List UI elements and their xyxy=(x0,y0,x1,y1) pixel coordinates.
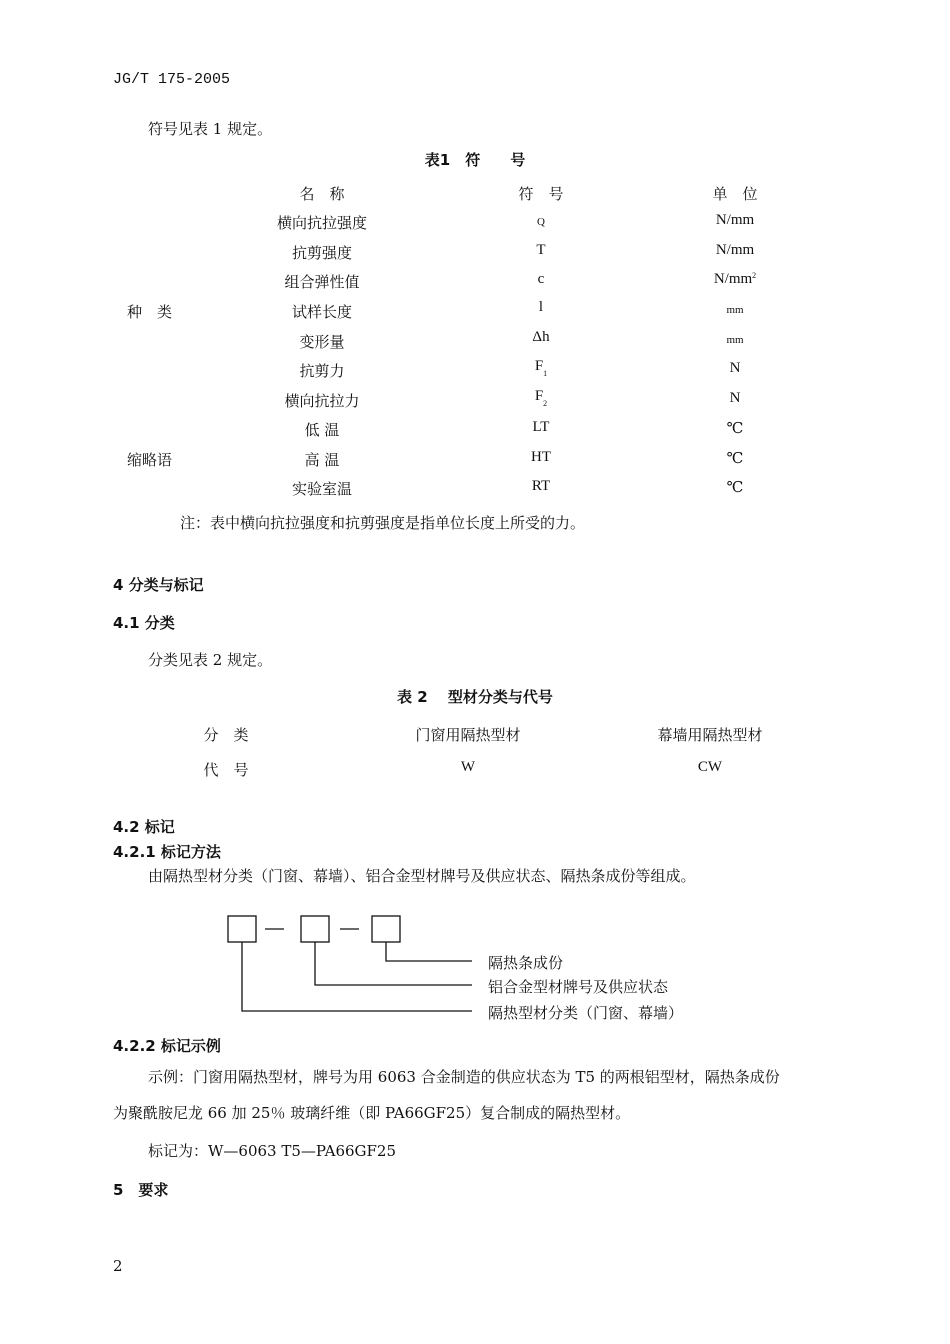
table2-cell: 分 类 xyxy=(203,726,249,744)
table2-cell: CW xyxy=(697,759,723,775)
diagram-label: 铝合金型材牌号及供应状态 xyxy=(488,978,669,996)
table1-row-name: 低 温 xyxy=(304,421,340,439)
leader-line xyxy=(386,942,472,961)
table1-row-symbol: Δh xyxy=(532,329,550,345)
page-number: 2 xyxy=(113,1257,123,1275)
table1-note: 注：表中横向抗拉强度和抗剪强度是指单位长度上所受的力。 xyxy=(180,514,586,532)
group-label-abbreviation: 缩略语 xyxy=(127,451,173,469)
table1-row-symbol: T xyxy=(536,242,546,258)
table1-header-name: 名 称 xyxy=(299,185,345,203)
diagram-label: 隔热型材分类（门窗、幕墙） xyxy=(488,1004,684,1022)
table2-title: 表 2 型材分类与代号 xyxy=(397,688,553,706)
diagram-label: 隔热条成份 xyxy=(488,954,564,972)
section-5-title: 5 要求 xyxy=(113,1181,169,1199)
table1-row-unit: N/mm xyxy=(715,212,755,228)
section-4-title: 4 分类与标记 xyxy=(113,576,204,594)
table1-header-unit: 单 位 xyxy=(712,185,758,203)
table2-cell: 幕墙用隔热型材 xyxy=(657,726,763,744)
section-4-1-title: 4.1 分类 xyxy=(113,614,175,632)
table1-row-unit: N xyxy=(729,360,741,376)
table1-row-unit: mm xyxy=(726,304,744,316)
table2-cell: 代 号 xyxy=(203,761,249,779)
section-4-1-text: 分类见表 2 规定。 xyxy=(148,651,273,669)
table1-row-name: 抗剪力 xyxy=(299,362,345,380)
table1-row-name: 抗剪强度 xyxy=(291,244,353,262)
section-4-2-1-title: 4.2.1 标记方法 xyxy=(113,843,221,861)
table1-row-name: 高 温 xyxy=(304,451,340,469)
table1-row-name: 试样长度 xyxy=(291,303,353,321)
table1-row-unit: ℃ xyxy=(726,449,744,467)
table1-row-symbol: LT xyxy=(532,419,550,435)
section-4-2-title: 4.2 标记 xyxy=(113,818,175,836)
table1-row-unit: N/mm xyxy=(715,242,755,258)
table1-row-name: 横向抗拉强度 xyxy=(276,214,368,232)
section-4-2-2-title: 4.2.2 标记示例 xyxy=(113,1037,221,1055)
marking-example: 标记为：W—6063 T5—PA66GF25 xyxy=(148,1142,397,1160)
doc-code: JG/T 175-2005 xyxy=(113,71,231,88)
table1-row-unit: $N/mm^2$ xyxy=(713,271,757,287)
table1-row-name: 变形量 xyxy=(299,333,345,351)
table1-row-symbol: HT xyxy=(531,449,551,465)
strip-composition-box xyxy=(372,916,400,942)
table1-row-symbol: $F_1$ xyxy=(534,358,548,378)
section-4-2-1-text: 由隔热型材分类（门窗、幕墙）、铝合金型材牌号及供应状态、隔热条成份等组成。 xyxy=(148,867,696,885)
table1-row-name: 组合弹性值 xyxy=(284,273,360,291)
example-text-line2: 为聚酰胺尼龙 66 加 25％ 玻璃纤维（即 PA66GF25）复合制成的隔热型材。 xyxy=(113,1104,631,1122)
example-text-line1: 示例：门窗用隔热型材，牌号为用 6063 合金制造的供应状态为 T5 的两根铝型材，隔热条成份 xyxy=(148,1068,780,1086)
table1-row-name: 实验室温 xyxy=(291,480,353,498)
table2-cell: W xyxy=(460,759,476,775)
classification-box xyxy=(228,916,256,942)
table1-row-symbol: l xyxy=(538,299,544,315)
table1-row-symbol: $F_2$ xyxy=(534,388,548,408)
leader-line xyxy=(315,942,472,985)
table1-row-unit: ℃ xyxy=(726,478,744,496)
table2-cell: 门窗用隔热型材 xyxy=(415,726,521,744)
table1-row-name: 横向抗拉力 xyxy=(284,392,360,410)
table1-row-unit: ℃ xyxy=(726,419,744,437)
table1-row-symbol: Q xyxy=(537,216,545,228)
leader-line xyxy=(242,942,472,1011)
table1-row-unit: N xyxy=(729,390,741,406)
table1-title: 表1 符 号 xyxy=(424,151,526,169)
table1-row-symbol: c xyxy=(537,271,545,287)
intro-text: 符号见表 1 规定。 xyxy=(148,120,273,138)
alloy-grade-box xyxy=(301,916,329,942)
group-label-category: 种 类 xyxy=(127,303,173,321)
table1-row-unit: mm xyxy=(726,334,744,346)
table1-row-symbol: RT xyxy=(531,478,551,494)
table1-header-symbol: 符 号 xyxy=(518,185,564,203)
